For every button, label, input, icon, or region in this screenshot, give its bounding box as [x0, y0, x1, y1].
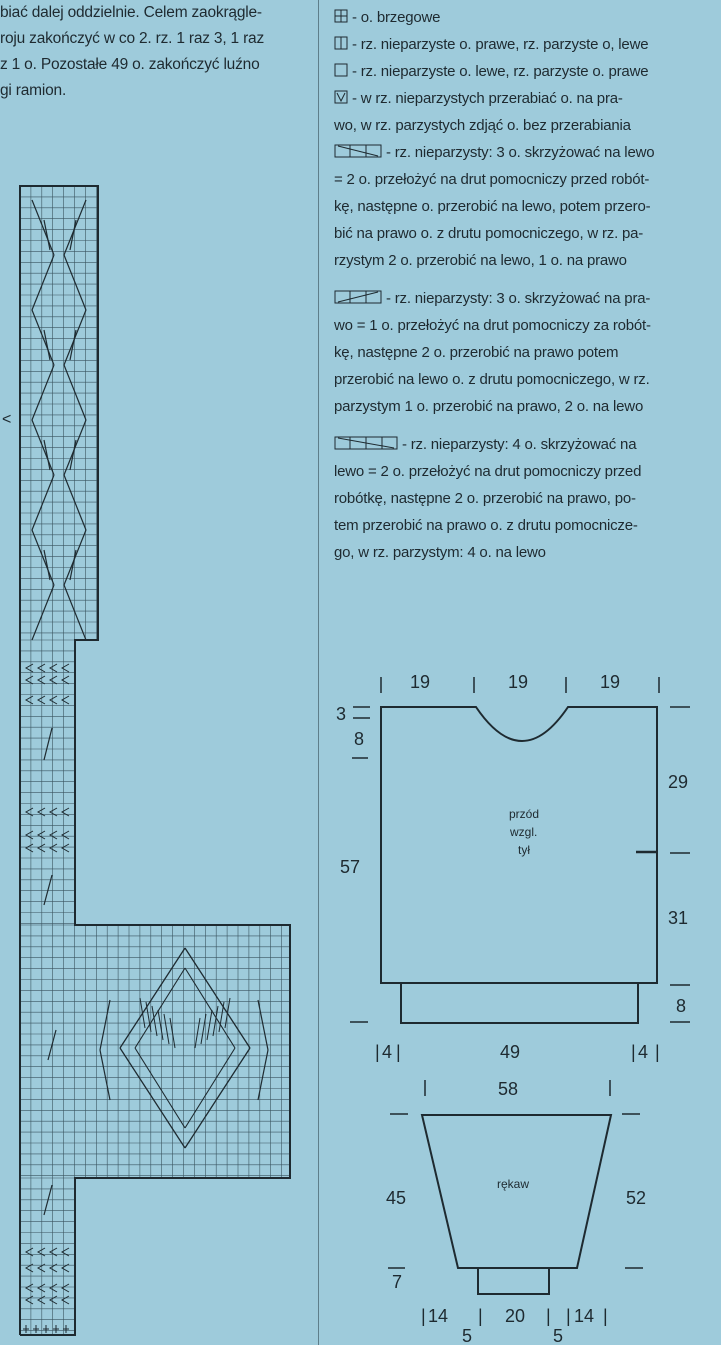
cuff-bottom-label: 5 — [553, 1326, 564, 1345]
legend-text: bić na prawo o. z drutu pomocniczego, w rz. pa- — [334, 225, 644, 242]
legend-text: przerobić na lewo o. z drutu pomocniczego, w rz. — [334, 371, 650, 388]
chart-outline — [20, 186, 290, 1335]
column-divider — [318, 0, 319, 1345]
sleeve-outline — [422, 1115, 611, 1268]
legend-cross3-right: - rz. nieparzysty: 3 o. skrzyżować na pra- — [334, 285, 719, 312]
edge-stitch-icon — [334, 9, 348, 23]
cuff-label: 7 — [392, 1272, 403, 1292]
intro-line: z 1 o. Pozostałe 49 o. zakończyć luźno — [0, 56, 260, 73]
svg-text:|: | — [546, 1306, 551, 1326]
width-label: 19 — [600, 672, 621, 692]
legend — [334, 4, 719, 566]
cuff-bottom-label: 14 — [574, 1306, 595, 1326]
sleeve-width-label: 58 — [498, 1079, 519, 1099]
svg-text:|: | — [375, 1042, 380, 1062]
legend-text: rzystym 2 o. przerobić na lewo, 1 o. na prawo — [334, 252, 627, 269]
intro-line: roju zakończyć w co 2. rz. 1 raz 3, 1 raz — [0, 30, 265, 47]
legend-text: lewo = 2 o. przełożyć na drut pomocniczy przed — [334, 463, 642, 480]
svg-text:|: | — [603, 1306, 608, 1326]
legend-text: tem przerobić na prawo o. z drutu pomocnicze- — [334, 517, 638, 534]
bottom-label: 4 — [638, 1042, 649, 1062]
cuff-bottom-label: 20 — [505, 1306, 526, 1326]
chart-grid — [20, 186, 290, 1335]
width-label: 19 — [410, 672, 431, 692]
legend-text: kę, następne 2 o. przerobić na prawo potem — [334, 344, 619, 361]
legend-text: = 2 o. przełożyć na drut pomocniczy przed robót- — [334, 171, 650, 188]
body-label: wzgl. — [510, 825, 538, 839]
svg-text:|: | — [478, 1306, 483, 1326]
svg-text:|: | — [566, 1306, 571, 1326]
arrow-icon: < — [2, 411, 12, 428]
height-label: 31 — [668, 908, 689, 928]
sleeve-height-label: 52 — [626, 1188, 647, 1208]
legend-text: go, w rz. parzystym: 4 o. na lewo — [334, 544, 546, 561]
knitting-chart — [0, 0, 320, 1345]
cross-3-left-icon — [334, 144, 382, 158]
sleeve-cuff — [478, 1268, 549, 1294]
intro-line: gi ramion. — [0, 82, 67, 99]
height-label: 57 — [340, 857, 361, 877]
legend-slip-cont: wo, w rz. parzystych zdjąć o. bez przerabiania — [334, 117, 631, 134]
legend-edge: - o. brzegowe — [334, 4, 719, 31]
body-rib — [401, 983, 638, 1023]
neck-label: 3 — [336, 704, 347, 724]
slip-stitch-icon — [334, 90, 348, 104]
legend-text: robótkę, następne 2 o. przerobić na prawo, po- — [334, 490, 636, 507]
legend-cross4-left: - rz. nieparzysty: 4 o. skrzyżować na — [334, 431, 719, 458]
svg-text:|: | — [655, 1042, 660, 1062]
svg-text:|: | — [631, 1042, 636, 1062]
legend-knit-purl: - rz. nieparzyste o. prawe, rz. parzyste o, lewe — [334, 31, 719, 58]
bottom-label: 4 — [382, 1042, 393, 1062]
cross-3-right-icon — [334, 290, 382, 304]
legend-text: parzystym 1 o. przerobić na prawo, 2 o. na lewo — [334, 398, 644, 415]
chart-motifs — [23, 200, 268, 1333]
svg-text:|: | — [396, 1042, 401, 1062]
sleeve-label: rękaw — [497, 1177, 530, 1191]
legend-text: wo = 1 o. przełożyć na drut pomocniczy za robót- — [334, 317, 651, 334]
legend-purl-knit: - rz. nieparzyste o. lewe, rz. parzyste o. prawe — [334, 58, 719, 85]
neck-label: 8 — [354, 729, 365, 749]
cuff-bottom-label: 5 — [462, 1326, 473, 1345]
cross-4-left-icon — [334, 436, 398, 450]
width-label: 19 — [508, 672, 529, 692]
svg-text:|: | — [421, 1306, 426, 1326]
body-label: tył — [518, 843, 530, 857]
garment-schematics — [320, 655, 720, 1345]
purl-stitch-icon — [334, 63, 348, 77]
legend-text: kę, następne o. przerobić na lewo, potem przero- — [334, 198, 651, 215]
bottom-label: 49 — [500, 1042, 521, 1062]
legend-slip: - w rz. nieparzystych przerabiać o. na pra- — [334, 85, 719, 112]
rib-label: 8 — [676, 996, 687, 1016]
height-label: 29 — [668, 772, 689, 792]
legend-cross3-left: - rz. nieparzysty: 3 o. skrzyżować na lewo — [334, 139, 719, 166]
sleeve-height-label: 45 — [386, 1188, 407, 1208]
cuff-bottom-label: 14 — [428, 1306, 449, 1326]
body-label: przód — [509, 807, 540, 821]
knit-stitch-icon — [334, 36, 348, 50]
intro-line: biać dalej oddzielnie. Celem zaokrągle- — [0, 4, 262, 21]
